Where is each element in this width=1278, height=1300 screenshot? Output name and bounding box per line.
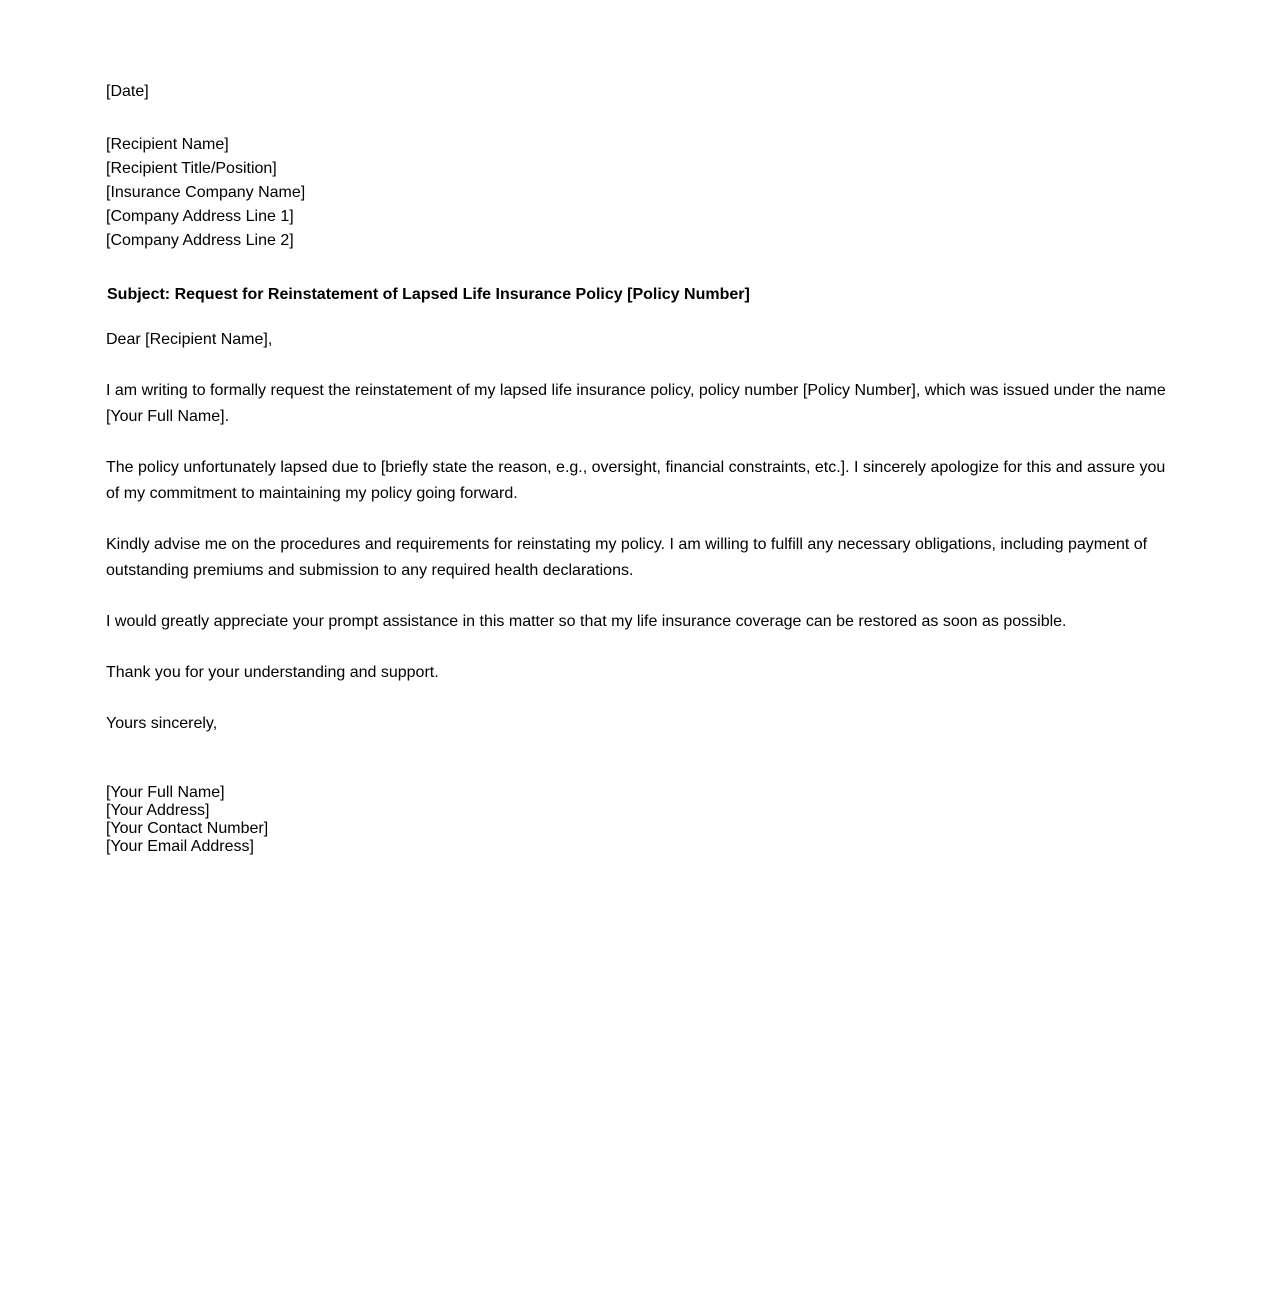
body-paragraph-3: Kindly advise me on the procedures and requirements for reinstating my policy. I am willing to fulfill any necessary obligations, including payment of outstanding premiums and submission to any required health declarations. <box>106 536 1148 579</box>
letter-date: [Date] <box>106 83 149 100</box>
body-paragraph-2: The policy unfortunately lapsed due to [briefly state the reason, e.g., oversight, financial constraints, etc.]. I sincerely apologize for this and assure you of my commitment to maintaining my policy going forward. <box>106 459 1166 502</box>
salutation: Dear [Recipient Name], <box>106 331 273 348</box>
recipient-title: [Recipient Title/Position] <box>106 160 277 177</box>
closing: Yours sincerely, <box>106 715 218 732</box>
signature-address: [Your Address] <box>106 802 210 819</box>
body-paragraph-5: Thank you for your understanding and support. <box>106 664 439 681</box>
recipient-address-line-2: [Company Address Line 2] <box>106 232 294 249</box>
recipient-company: [Insurance Company Name] <box>106 184 306 201</box>
signature-email: [Your Email Address] <box>106 838 254 855</box>
body-paragraph-4: I would greatly appreciate your prompt assistance in this matter so that my life insurance coverage can be restored as soon as possible. <box>106 613 1067 630</box>
signature-full-name: [Your Full Name] <box>106 784 225 801</box>
body-paragraph-1: I am writing to formally request the reinstatement of my lapsed life insurance policy, policy number [Policy Number], which was issued under the name [Your Full Name]. <box>106 382 1166 425</box>
recipient-address-line-1: [Company Address Line 1] <box>106 208 294 225</box>
signature-contact-number: [Your Contact Number] <box>106 820 269 837</box>
signature-block <box>106 784 268 856</box>
recipient-name: [Recipient Name] <box>106 136 229 153</box>
letter-subject: Subject: Request for Reinstatement of Lapsed Life Insurance Policy [Policy Number] <box>107 286 750 303</box>
